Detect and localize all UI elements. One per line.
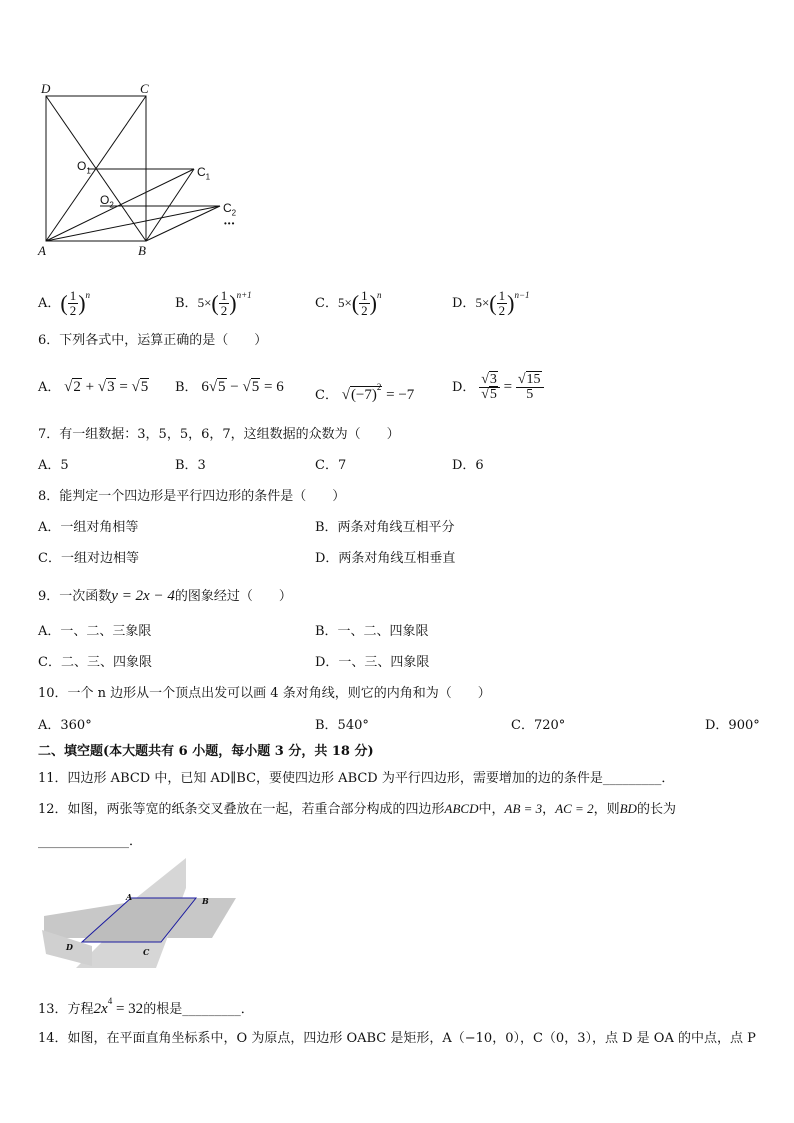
fig2-label-B: B — [202, 896, 209, 906]
label-C1: $C_1$ — [197, 165, 211, 182]
label-O2: $O_2$ — [100, 193, 114, 210]
q6-option-a: A． √2 + √3 = √5 — [38, 379, 149, 395]
q10-stem: 10．一个 n 边形从一个顶点出发可以画 4 条对角线，则它的内角和为（ ） — [38, 686, 491, 701]
q12-text: 12．如图，两张等宽的纸条交叉叠放在一起，若重合部分构成的四边形ABCD中，AB = 3，AC = 2，则BD的长为 — [38, 801, 676, 817]
q11-text: 11．四边形 ABCD 中，已知 AD∥BC，要使四边形 ABCD 为平行四边形，需要增加的边的条件是_________． — [38, 771, 675, 786]
q10-option-b: B．540° — [315, 718, 369, 733]
q5-option-b: B．5×( $\frac{1}{2}$ )$^{n+1}$ — [175, 288, 252, 318]
label-B: B — [138, 243, 146, 258]
q5-option-a: A．( $\frac{1}{2}$ )$^n$ — [38, 288, 91, 318]
q10-option-a: A．360° — [38, 718, 92, 733]
q6-stem: 6．下列各式中，运算正确的是（ ） — [38, 333, 268, 348]
label-ellipsis: ••• — [224, 219, 236, 228]
q9-option-b: B．一、二、四象限 — [315, 624, 429, 639]
q14-text: 14．如图，在平面直角坐标系中，O 为原点，四边形 OABC 是矩形，A（−10，0），C（0，3），点 D 是 OA 的中点，点 P — [38, 1031, 756, 1046]
q8-option-a: A．一组对角相等 — [38, 520, 139, 535]
q7-option-a: A．5 — [38, 458, 69, 473]
label-A: A — [38, 243, 46, 258]
q10-option-c: C．720° — [511, 718, 566, 733]
q6-option-b: B． 6√5 − √5 = 6 — [175, 379, 284, 395]
q7-option-c: C．7 — [315, 458, 347, 473]
q5-option-d: D．5×( $\frac{1}{2}$ )$^{n-1}$ — [452, 288, 530, 318]
q7-option-b: B．3 — [175, 458, 206, 473]
q7-stem: 7．有一组数据：3，5，5，6，7，这组数据的众数为（ ） — [38, 427, 400, 442]
fig2-label-C: C — [143, 947, 150, 957]
fig2-label-D: D — [66, 942, 73, 952]
label-O1: $O_1$ — [77, 159, 91, 176]
q10-option-d: D．900° — [705, 718, 760, 733]
q9-option-c: C．二、三、四象限 — [38, 655, 152, 670]
fig2-label-A: A — [126, 892, 133, 902]
section-title: 二、填空题(本大题共有 6 小题，每小题 3 分，共 18 分) — [38, 744, 374, 759]
figure-paper-strips — [36, 858, 246, 978]
q8-option-d: D．两条对角线互相垂直 — [315, 551, 456, 566]
q8-stem: 8．能判定一个四边形是平行四边形的条件是（ ） — [38, 489, 346, 504]
q5-option-c: C．5×( $\frac{1}{2}$ )$^n$ — [315, 288, 382, 318]
q13-text: 13．方程$2x^4 = 32$的根是_________． — [38, 996, 254, 1017]
figure-rectangle-diagram — [30, 80, 270, 260]
q9-option-d: D．一、三、四象限 — [315, 655, 430, 670]
q6-option-c: C． $√(-7)^2 = -7$ — [315, 382, 415, 403]
q12-blank: ______________． — [38, 834, 143, 849]
q8-option-b: B．两条对角线互相平分 — [315, 520, 455, 535]
q8-option-c: C．一组对边相等 — [38, 551, 139, 566]
label-C2: $C_2$ — [223, 201, 237, 218]
label-D: D — [41, 81, 51, 96]
q6-option-d: D． $\frac{√3}{√5}$ = $\frac{√15}{5}$ — [452, 370, 544, 405]
label-C: C — [140, 81, 149, 96]
q9-stem: 9．一次函数y = 2x − 4的图象经过（ ） — [38, 588, 292, 604]
q9-option-a: A．一、二、三象限 — [38, 624, 152, 639]
q7-option-d: D．6 — [452, 458, 484, 473]
